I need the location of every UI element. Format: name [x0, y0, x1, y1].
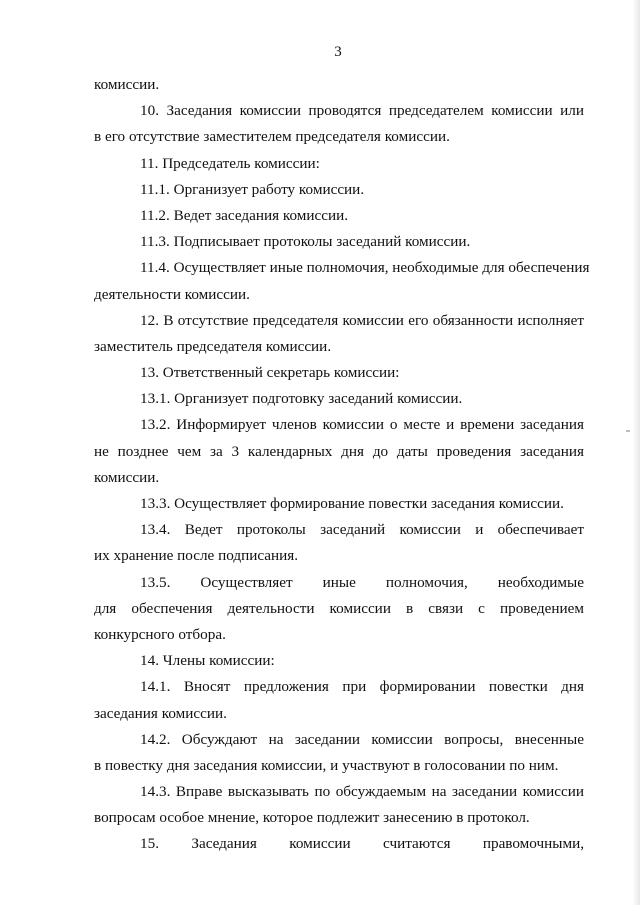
- text-line: заседания комиссии.: [94, 704, 227, 722]
- text-line: комиссии.: [94, 468, 160, 486]
- text-line: деятельности комиссии.: [94, 285, 250, 303]
- text-line: 10. Заседания комиссии проводятся председателем комиссии или: [140, 102, 584, 120]
- text-line: комиссии.: [94, 76, 160, 93]
- text-line: 14.1. Вносят предложения при формировании повестки дня: [140, 678, 584, 696]
- text-line: 14.2. Обсуждают на заседании комиссии вопросы, внесенные: [140, 730, 584, 748]
- text-line: 13. Ответственный секретарь комиссии:: [140, 364, 400, 382]
- text-line: 11.1. Организует работу комиссии.: [140, 180, 365, 198]
- text-line: вопросам особое мнение, которое подлежит занесению в протокол.: [94, 809, 530, 827]
- text-line: 13.4. Ведет протоколы заседаний комиссии и обеспечивает: [140, 521, 584, 539]
- scan-artifact: [626, 430, 630, 432]
- page-number: 3: [334, 44, 342, 60]
- text-line: 13.5. Осуществляет иные полномочия, необходимые: [140, 573, 584, 591]
- text-line: 11.3. Подписывает протоколы заседаний комиссии.: [140, 233, 471, 251]
- text-line: 11. Председатель комиссии:: [140, 154, 320, 172]
- text-line: 12. В отсутствие председателя комиссии его обязанности исполняет: [140, 311, 584, 329]
- text-line: 11.2. Ведет заседания комиссии.: [140, 206, 349, 224]
- text-line: их хранение после подписания.: [94, 547, 299, 565]
- text-line: заместитель председателя комиссии.: [94, 337, 332, 355]
- text-line: 14. Члены комиссии:: [140, 652, 275, 670]
- text-line: в его отсутствие заместителем председателя комиссии.: [94, 128, 450, 146]
- scan-edge-shadow: [632, 0, 640, 905]
- text-line: 13.2. Информирует членов комиссии о месте и времени заседания: [140, 416, 584, 434]
- text-line: конкурсного отбора.: [94, 625, 226, 643]
- text-line: 11.4. Осуществляет иные полномочия, необходимые для обеспечения: [140, 259, 590, 277]
- text-line: 13.3. Осуществляет формирование повестки заседания комиссии.: [140, 495, 564, 512]
- document-body: [94, 72, 590, 858]
- text-line: 14.3. Вправе высказывать по обсуждаемым на заседании комиссии: [140, 783, 584, 801]
- text-line: не позднее чем за 3 календарных дня до даты проведения заседания: [94, 442, 584, 460]
- text-line: для обеспечения деятельности комиссии в связи с проведением: [94, 599, 584, 617]
- text-line: 13.1. Организует подготовку заседаний комиссии.: [140, 390, 463, 408]
- text-line: 15. Заседания комиссии считаются правомочными,: [140, 835, 584, 853]
- text-line: в повестку дня заседания комиссии, и участвуют в голосовании по ним.: [94, 756, 559, 774]
